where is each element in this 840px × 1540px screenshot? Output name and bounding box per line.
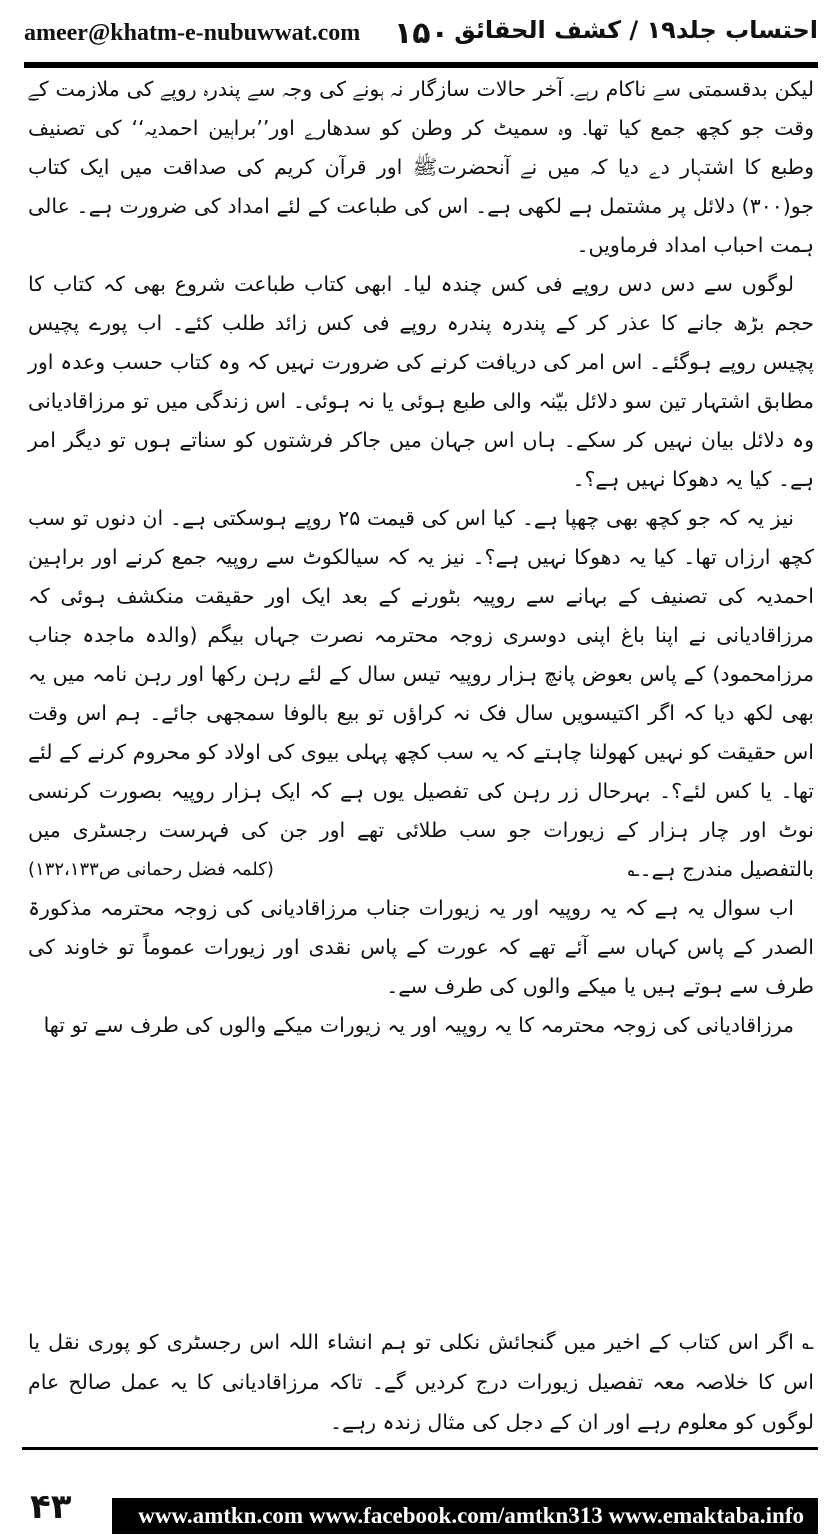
sheet-number: ۴۳ — [30, 1487, 72, 1527]
paragraph-1: لیکن بدقسمتی سے ناکام رہے۔ آخر حالات سازگار نہ ہونے کی وجہ سے پندرہ روپے کی ملازمت کے وقت جو کچھ جمع کیا تھا۔ وہ سمیٹ کر وطن کو سدھارے اور’’براہین احمدیہ‘‘ کی تصنیف وطبع کا اشتہار دے دیا کہ میں نے آنحضرتﷺ اور قرآن کریم کی صداقت میں ایک کتاب جو(۳۰۰) دلائل پر مشتمل ہے لکھی ہے۔ اس کی طباعت کے لئے امداد کی ضرورت ہے۔ عالی ہمت احباب امداد فرماویں۔ — [28, 77, 814, 257]
book-title: احتساب جلد۱۹ / کشف الحقائق — [454, 16, 818, 44]
paragraph-3-text: نیز یہ کہ جو کچھ بھی چھپا ہے۔ کیا اس کی قیمت ۲۵ روپے ہوسکتی ہے۔ ان دنوں تو سب کچھ ارزاں تھا۔ کیا یہ دھوکا نہیں ہے؟۔ نیز یہ کہ سیالکوٹ سے روپیہ جمع کرنے اور براہین احمدیہ کی تصنیف کے بہانے سے روپیہ بٹورنے کے بعد ایک اور حقیقت منکشف ہوئی کہ مرزاقادیانی نے اپنا باغ اپنی دوسری زوجہ محترمہ نصرت جہاں بیگم (والدہ ماجدہ جناب مرزامحمود) کے پاس بعوض پانچ ہزار روپیہ تیس سال کے لئے رہن رکھا اور رہن نامہ میں یہ بھی لکھ دیا کہ اگر اکتیسویں سال فک نہ کراؤں تو بیع بالوفا سمجھی جائے۔ ہم اس وقت اس حقیقت کو نہیں کھولنا چاہتے کہ یہ سب کچھ پہلی بیوی کی اولاد کو محروم کرنے کے لئے تھا۔ یا کس لئے؟۔ بہرحال زر رہن کی تفصیل یوں ہے کہ ایک ہزار روپیہ بصورت کرنسی نوٹ اور چار ہزار کے زیورات جو سب طلائی تھے اور جن کی فہرست رجسٹری میں بالتفصیل مندرج ہے۔؎ — [28, 506, 814, 881]
footnote-rule — [22, 1447, 818, 1450]
paragraph-4: اب سوال یہ ہے کہ یہ روپیہ اور یہ زیورات جناب مرزاقادیانی کی زوجہ محترمہ مذکورۃ الصدر کے پاس کہاں سے آئے تھے کہ عورت کے پاس نقدی اور زیورات عموماً تو خاوند کی طرف سے ہوتے ہیں یا میکے والوں کی طرف سے۔ — [28, 896, 814, 998]
page-footer — [22, 1478, 818, 1534]
citation-reference: (کلمہ فضل رحمانی ص۱۳۲،۱۳۳) — [28, 859, 274, 880]
footer-links[interactable]: www.amtkn.com www.facebook.com/amtkn313 www.emaktaba.info — [138, 1503, 804, 1528]
header-email[interactable]: ameer@khatm-e-nubuwwat.com — [24, 20, 361, 46]
paragraph-5: مرزاقادیانی کی زوجہ محترمہ کا یہ روپیہ اور یہ زیورات میکے والوں کی طرف سے تو تھا — [43, 1013, 794, 1037]
footnote-text: ؎ اگر اس کتاب کے اخیر میں گنجائش نکلی تو ہم انشاء اللہ اس رجسٹری کو پوری نقل یا اس کا خلاصہ معہ تفصیل زیورات درج کردیں گے۔ تاکہ مرزاقادیانی کا یہ عمل صالح عام لوگوں کو معلوم رہے اور ان کے دجل کی مثال زندہ رہے۔ — [28, 1330, 814, 1434]
paragraph-2: لوگوں سے دس دس روپے فی کس چندہ لیا۔ ابھی کتاب طباعت شروع بھی کہ کتاب کا حجم بڑھ جانے کا عذر کر کے پندرہ پندرہ روپے فی کس زائد طلب کئے۔ اب پورے پچیس پچیس روپے ہوگئے۔ اس امر کی دریافت کرنے کی ضرورت نہیں کہ وہ کتاب حسب وعدہ اور مطابق اشتہار تین سو دلائل بیّنہ والی طبع ہوئی یا نہ ہوئی۔ اس زندگی میں تو مرزاقادیانی وہ دلائل بیان نہیں کر سکے۔ ہاں اس جہان میں جاکر فرشتوں کو سناتے ہوں تو دیگر امر ہے۔ کیا یہ دھوکا نہیں ہے؟۔ — [28, 272, 814, 491]
header-rule — [24, 62, 818, 68]
footnote — [28, 1322, 814, 1442]
sheet-number-box — [22, 1480, 112, 1534]
paragraph-3 — [28, 499, 814, 889]
main-text — [28, 70, 814, 1045]
page-number: ۱۵۰ — [394, 16, 449, 51]
page-header — [24, 16, 818, 62]
